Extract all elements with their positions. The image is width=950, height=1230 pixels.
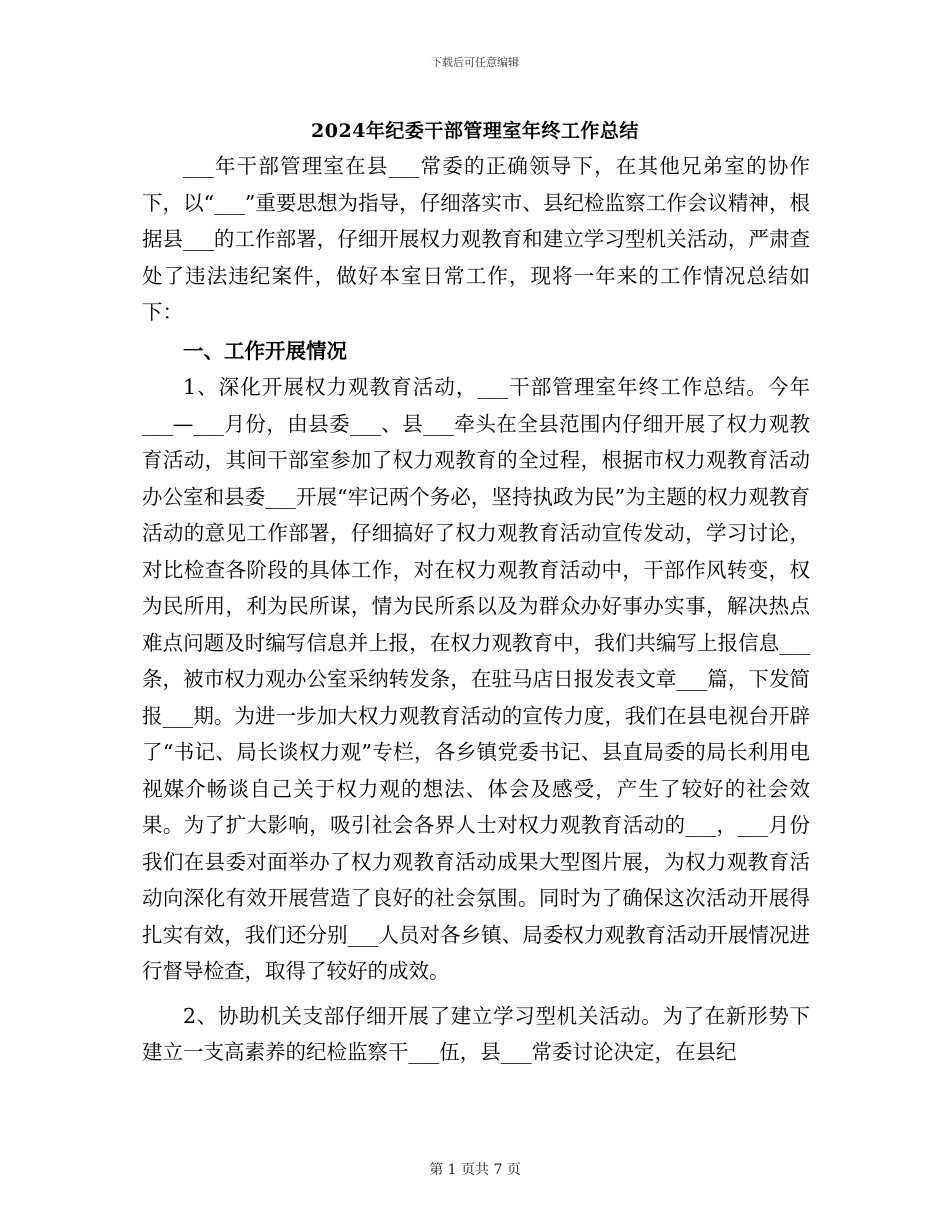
section-heading: 一、工作开展情况	[183, 338, 347, 363]
document-body	[142, 148, 810, 1071]
page-header-note: 下载后可任意编辑	[431, 56, 519, 69]
page-number: 第 1 页共 7 页	[429, 1162, 521, 1178]
item-2-paragraph: 2、协助机关支部仔细开展了建立学习型机关活动。为了在新形势下建立一支高素养的纪检监察干___伍，县___常委讨论决定，在县纪	[142, 1003, 810, 1064]
document-title: 2024年纪委干部管理室年终工作总结	[311, 120, 639, 142]
item-1-paragraph: 1、深化开展权力观教育活动，___干部管理室年终工作总结。今年___—___月份，由县委___、县___牵头在全县范围内仔细开展了权力观教育活动，其间干部室参加了权力观教育的全过程，根据市权力观教育活动办公室和县委___开展“牢记两个务必，坚持执政为民”为主题的权力观教育活动的意见工作部署，仔细搞好了权力观教育活动宣传发动，学习讨论，对比检查各阶段的具体工作，对在权力观教育活动中，干部作风转变，权为民所用，利为民所谋，情为民所系以及为群众办好事办实事，解决热点难点问题及时编写信息并上报，在权力观教育中，我们共编写上报信息___条，被市权力观办公室采纳转发条，在驻马店日报发表文章___篇，下发简报___期。为进一步加大权力观教育活动的宣传力度，我们在县电视台开辟了“书记、局长谈权力观”专栏，各乡镇党委书记、县直局委的局长利用电视媒介畅谈自己关于权力观的想法、体会及感受，产生了较好的社会效果。为了扩大影响，吸引社会各界人士对权力观教育活动的___，___月份我们在县委对面举办了权力观教育活动成果大型图片展，为权力观教育活动向深化有效开展营造了良好的社会氛围。同时为了确保这次活动开展得扎实有效，我们还分别___人员对各乡镇、局委权力观教育活动开展情况进行督导检查，取得了较好的成效。	[142, 375, 810, 983]
intro-paragraph: ___年干部管理室在县___常委的正确领导下，在其他兄弟室的协作下，以“___”重要思想为指导，仔细落实市、县纪检监察工作会议精神，根据县___的工作部署，仔细开展权力观教育和建立学习型机关活动，严肃查处了违法违纪案件，做好本室日常工作，现将一年来的工作情况总结如下：	[142, 154, 810, 324]
